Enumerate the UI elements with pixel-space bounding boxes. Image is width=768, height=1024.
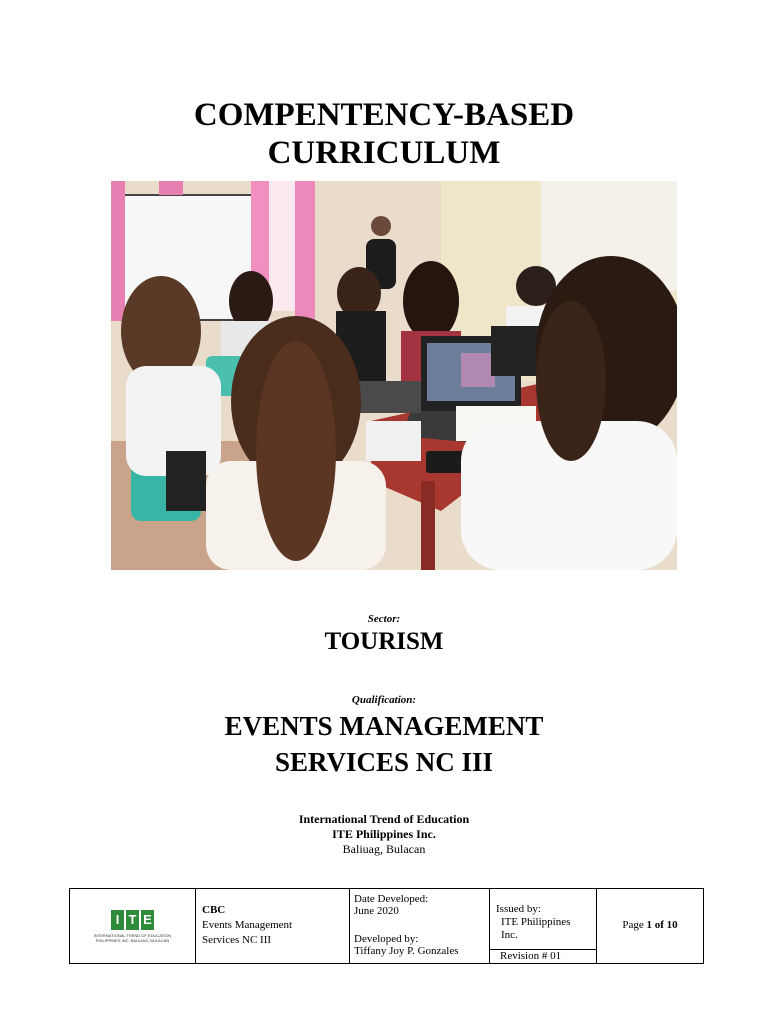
qualification-line-1: EVENTS MANAGEMENT	[224, 711, 544, 741]
logo-cell	[70, 889, 196, 964]
qualification-title	[0, 708, 768, 780]
issued-by-line-2: Inc.	[501, 929, 518, 941]
cbc-line-1: Events Management	[202, 919, 293, 931]
document-title	[0, 96, 768, 172]
page-number-cell	[597, 889, 704, 964]
classroom-photo	[111, 181, 677, 570]
page-prefix: Page	[622, 919, 644, 931]
cbc-line-2: Services NC III	[202, 934, 272, 946]
page-current: 1	[646, 919, 652, 931]
qualification-label: Qualification:	[351, 694, 417, 706]
ite-logo	[70, 889, 195, 963]
page-total: 10	[666, 919, 678, 931]
logo-letter: T	[126, 910, 139, 930]
logo-letter: I	[111, 910, 124, 930]
sector-value: TOURISM	[324, 628, 444, 655]
issued-by-line-1: ITE Philippines	[501, 916, 571, 928]
cbc-label: CBC	[202, 904, 226, 916]
logo-letter: E	[141, 910, 154, 930]
document-footer-table	[69, 888, 704, 964]
date-developed-label: Date Developed:	[354, 893, 429, 905]
date-cell	[350, 889, 490, 964]
issued-by-label: Issued by:	[496, 903, 541, 915]
revision-number: Revision # 01	[490, 949, 596, 963]
organization-block	[0, 812, 768, 857]
issued-cell	[490, 889, 597, 964]
logo-subtitle: INTERNATIONAL TREND OF EDUCATION PHILIPPINES INC. BALIUAG, BULACAN	[93, 932, 172, 943]
organization-name: International Trend of Education	[298, 812, 470, 826]
organization-company: ITE Philippines Inc.	[332, 827, 436, 841]
qualification-line-2: SERVICES NC III	[274, 747, 494, 777]
cbc-cell	[196, 889, 350, 964]
sector-label: Sector:	[367, 613, 401, 625]
title-line-1: COMPENTENCY-BASED	[193, 97, 575, 133]
developed-by-label: Developed by:	[354, 933, 419, 945]
page-of: of	[654, 919, 664, 931]
organization-location: Baliuag, Bulacan	[342, 842, 426, 856]
developed-by-value: Tiffany Joy P. Gonzales	[354, 945, 459, 957]
title-line-2: CURRICULUM	[267, 135, 501, 171]
date-developed-value: June 2020	[354, 905, 399, 917]
